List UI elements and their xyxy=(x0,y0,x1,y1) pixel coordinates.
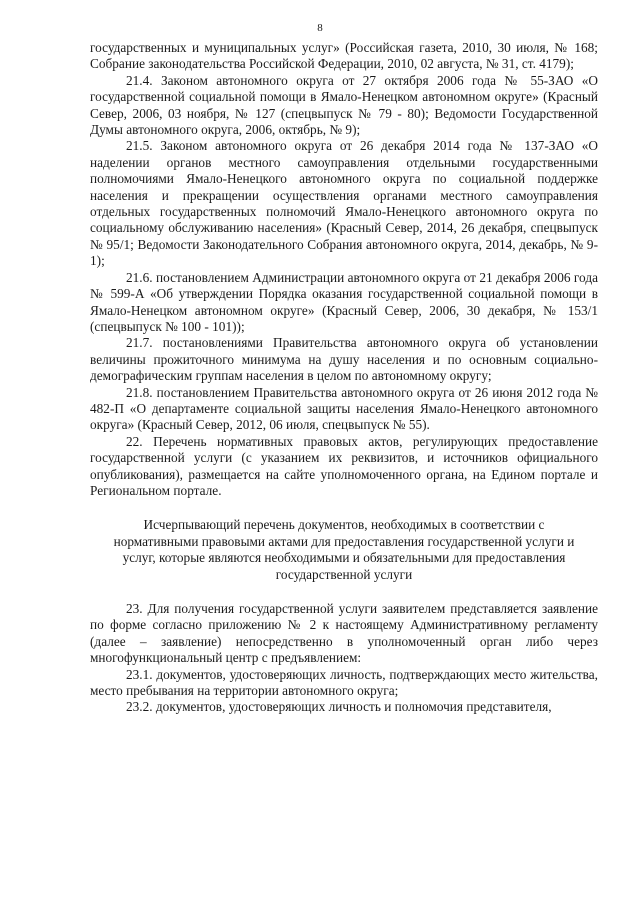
document-body xyxy=(90,40,598,716)
paragraph-22: 22. Перечень нормативных правовых актов, регулирующих предоставление государственной услуги (с указанием их реквизитов, и источников официального опубликования), размещается на сайте уполномоченного органа, на Едином портале и Региональном портале. xyxy=(90,433,598,498)
page-number: 8 xyxy=(317,22,323,34)
paragraph-23: 23. Для получения государственной услуги заявителем представляется заявление по форме согласно приложению № 2 к настоящему Административному регламенту (далее – заявление) непосредственно в уполномоченный орган либо через многофункциональный центр с предъявлением: xyxy=(90,601,598,666)
paragraph-23-2: 23.2. документов, удостоверяющих личность и полномочия представителя, xyxy=(126,699,552,715)
paragraph-21-6: 21.6. постановлением Администрации автономного округа от 21 декабря 2006 года № 599-А «Об утверждении Порядка оказания государственной социальной помощи в Ямало-Ненецком автономном округе» (Красный Север, 2006, 30 декабря, № 153/1 (спецвыпуск № 100 - 101)); xyxy=(90,269,598,334)
paragraph-21-7: 21.7. постановлениями Правительства автономного округа об установлении величины прожиточного минимума на душу населения и по основным социально-демографическим группам населения в целом по автономному округу; xyxy=(90,335,598,384)
paragraph-21-5: 21.5. Законом автономного округа от 26 декабря 2014 года № 137-ЗАО «О наделении органов местного самоуправления отдельными государственными полномочиями Ямало-Ненецкого автономного округа по социальной поддержке населения и прекращении осуществления органами местного самоуправления отдельных государственных полномочий Ямало-Ненецкого автономного округа по социальному обслуживанию населения» (Красный Север, 2014, 26 декабря, спецвыпуск № 95/1; Ведомости Законодательного Собрания автономного округа, 2014, декабрь, № 9-1); xyxy=(90,138,598,269)
paragraph-continuation: государственных и муниципальных услуг» (Российская газета, 2010, 30 июля, № 168; Собрание законодательства Российской Федерации, 2010, 02 августа, № 31, ст. 4179); xyxy=(90,40,598,72)
paragraph-21-8: 21.8. постановлением Правительства автономного округа от 26 июня 2012 года № 482-П «О департаменте социальной защиты населения Ямало-Ненецкого автономного округа» (Красный Север, 2012, 06 июля, спецвыпуск № 55). xyxy=(90,384,598,433)
paragraph-21-4: 21.4. Законом автономного округа от 27 октября 2006 года № 55-ЗАО «О государственной социальной помощи в Ямало-Ненецком автономном округе» (Красный Север, 2006, 03 ноября, № 127 (спецвыпуск № 79 - 80); Ведомости Государственной Думы автономного округа, 2006, октябрь, № 9); xyxy=(90,72,598,138)
section-heading: Исчерпывающий перечень документов, необходимых в соответствии с нормативными правовыми актами для предоставления государственной услуги и услуг, которые являются необходимыми и обязательными для предоставления государственной услуги xyxy=(113,517,575,582)
paragraph-23-1: 23.1. документов, удостоверяющих личность, подтверждающих место жительства, место пребывания на территории автономного округа; xyxy=(90,666,598,699)
